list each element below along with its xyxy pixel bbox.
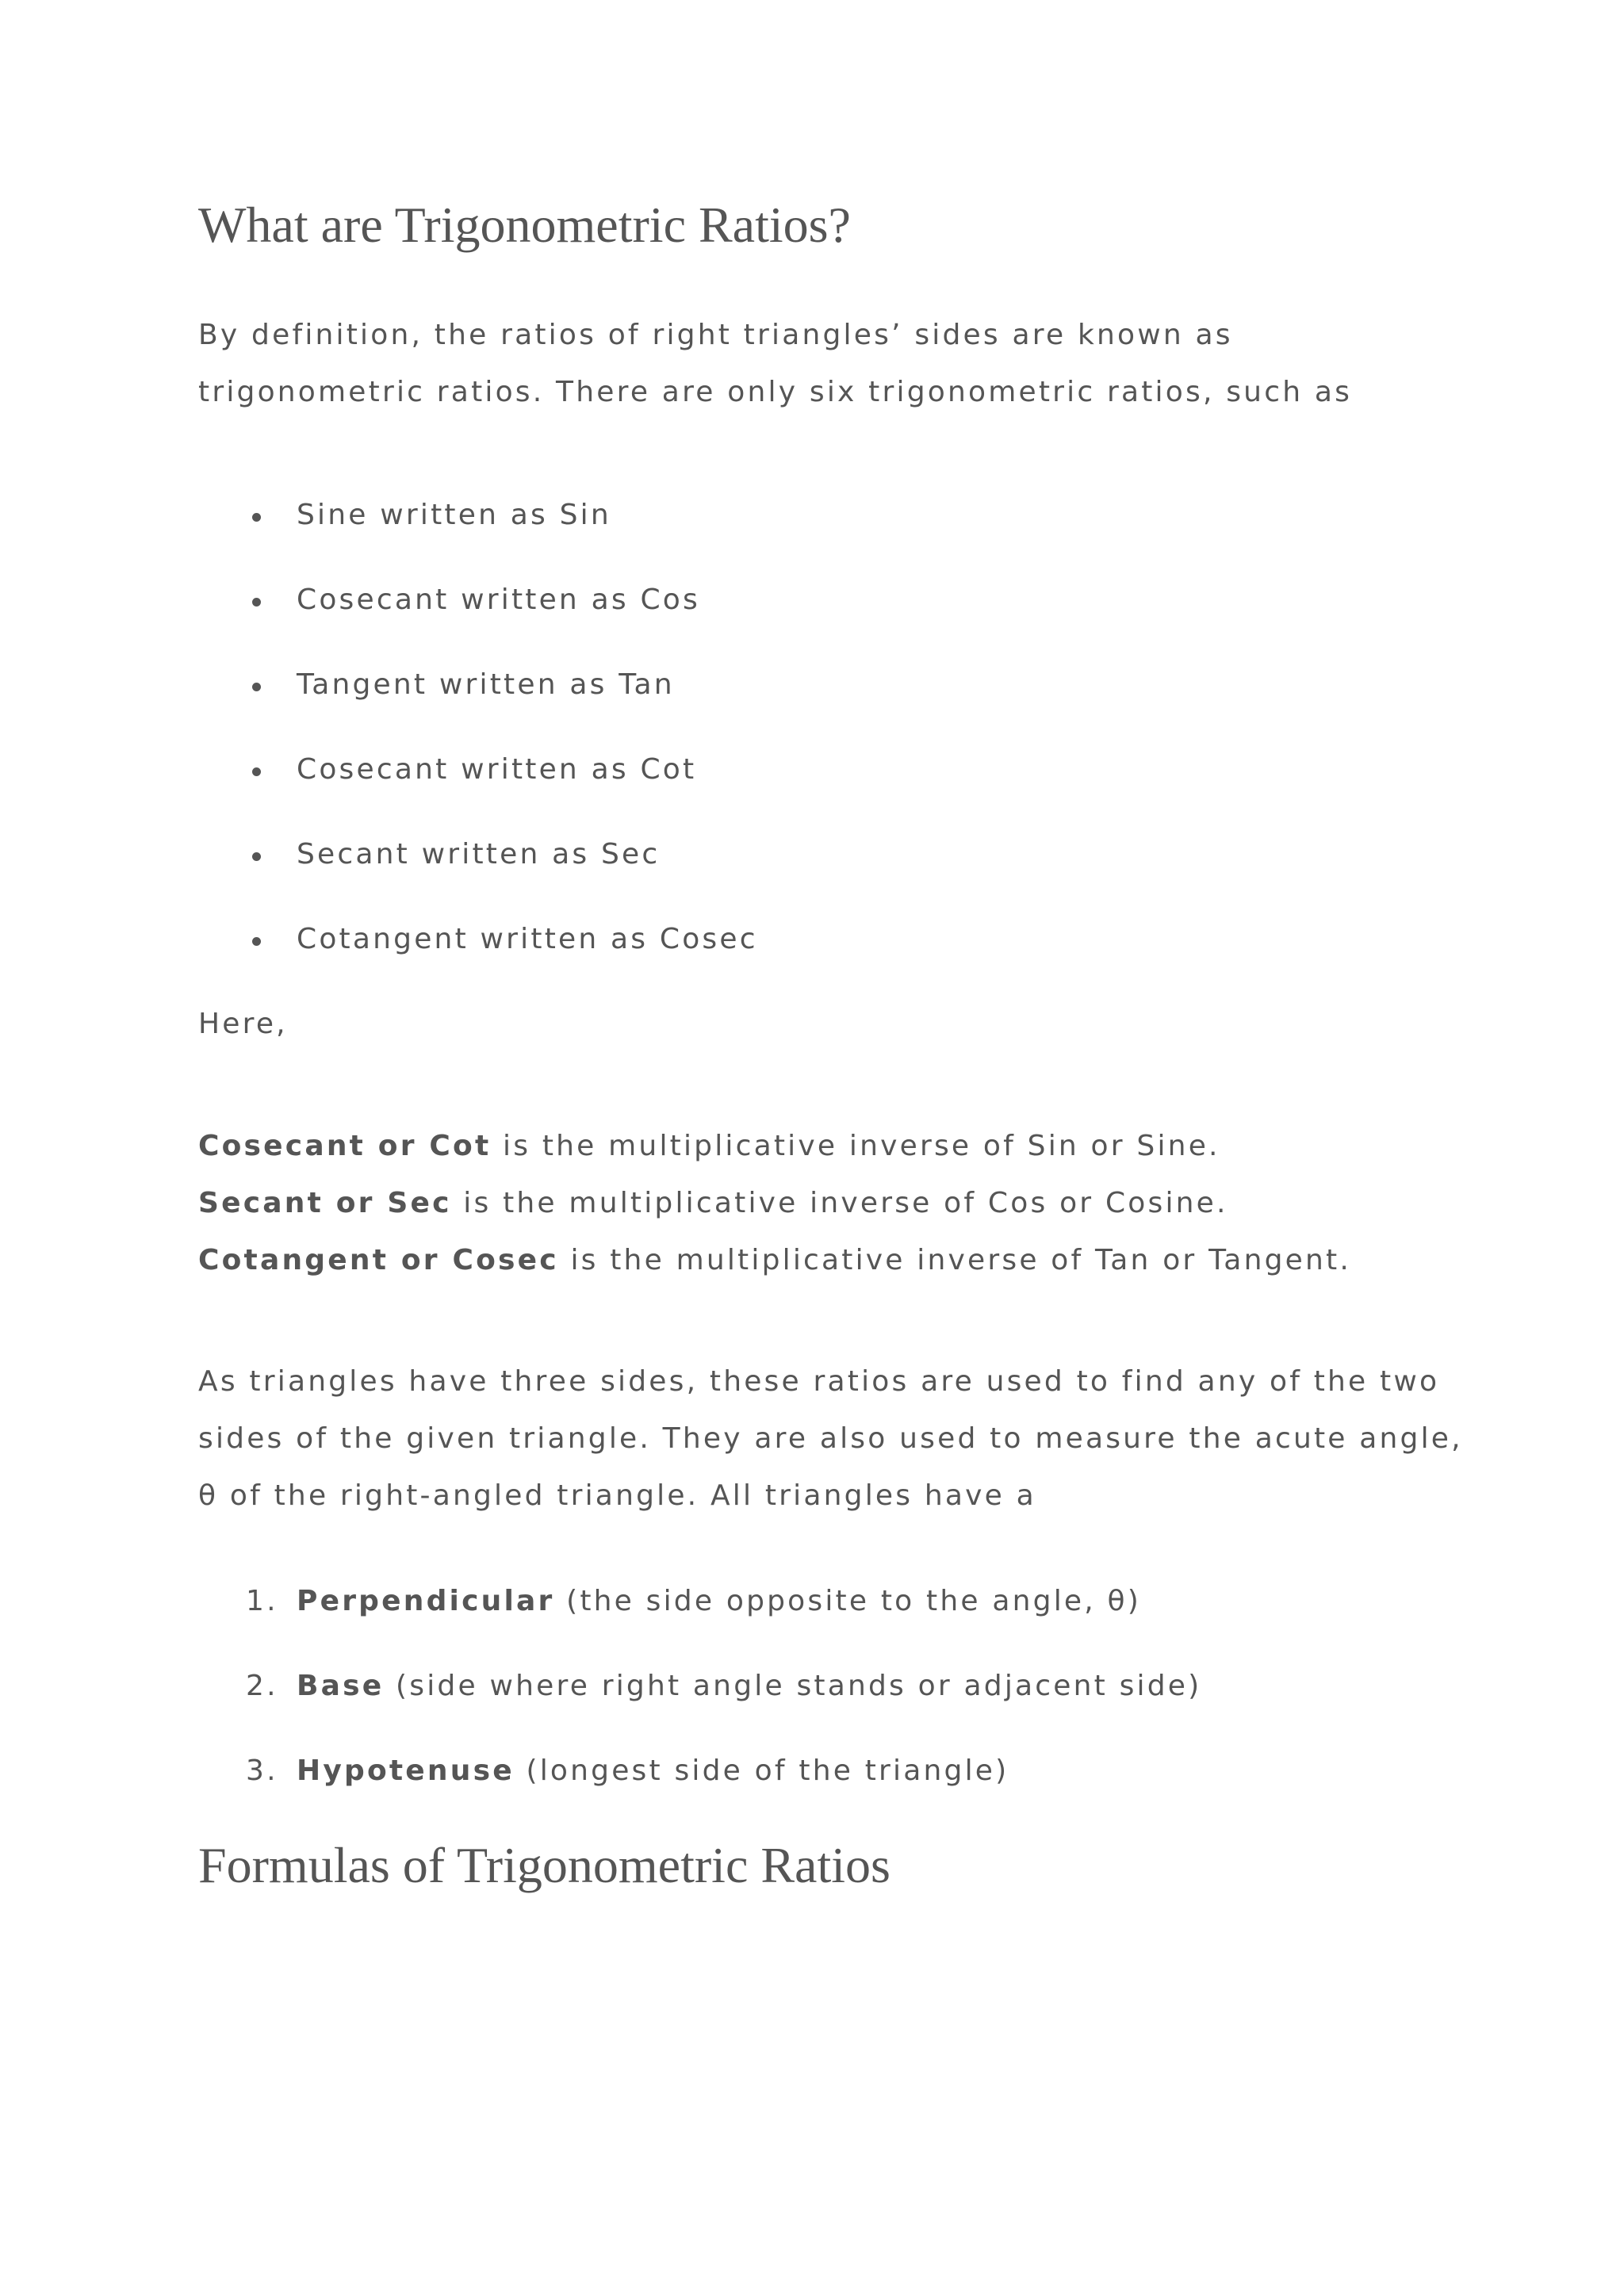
term-definition: is the multiplicative inverse of Cos or Cosine. xyxy=(451,1187,1228,1219)
list-number: 1. xyxy=(246,1585,278,1617)
bullet-icon xyxy=(252,683,261,691)
list-number: 3. xyxy=(246,1755,278,1787)
list-item-text xyxy=(297,1667,1201,1706)
list-item-text xyxy=(297,1751,1009,1791)
section-heading-formulas: Formulas of Trigonometric Ratios xyxy=(198,1837,891,1893)
list-item-text: Sine written as Sin xyxy=(297,499,611,531)
intro-line-1: By definition, the ratios of right triangles’ sides are known as xyxy=(198,319,1233,351)
list-item-text: Secant written as Sec xyxy=(297,838,661,871)
bullet-icon xyxy=(252,598,261,607)
triangle-para-line-1: As triangles have three sides, these ratios are used to find any of the two xyxy=(198,1365,1440,1398)
term-definition: (the side opposite to the angle, θ) xyxy=(554,1585,1142,1617)
list-item-text: Cotangent written as Cosec xyxy=(297,923,758,955)
inverse-line xyxy=(198,1175,1228,1232)
term-bold: Base xyxy=(297,1670,385,1702)
section-heading-trig-ratios: What are Trigonometric Ratios? xyxy=(198,197,851,253)
term-definition: (side where right angle stands or adjacent side) xyxy=(384,1670,1202,1702)
term-definition: is the multiplicative inverse of Tan or Tangent. xyxy=(558,1244,1351,1276)
term-definition: (longest side of the triangle) xyxy=(514,1755,1009,1787)
list-item-text: Cosecant written as Cot xyxy=(297,753,697,786)
triangle-para-line-2: sides of the given triangle. They are also used to measure the acute angle, xyxy=(198,1422,1463,1455)
here-label: Here, xyxy=(198,1008,288,1040)
term-bold: Cosecant or Cot xyxy=(198,1130,492,1162)
inverse-line xyxy=(198,1118,1220,1175)
triangle-para-line-3: θ of the right-angled triangle. All triangles have a xyxy=(198,1479,1036,1512)
list-item-text xyxy=(297,1582,1141,1621)
bullet-icon xyxy=(252,767,261,776)
term-bold: Hypotenuse xyxy=(297,1755,515,1787)
term-bold: Secant or Sec xyxy=(198,1187,452,1219)
list-number: 2. xyxy=(246,1670,278,1702)
bullet-icon xyxy=(252,513,261,522)
bullet-icon xyxy=(252,852,261,861)
term-definition: is the multiplicative inverse of Sin or Sine. xyxy=(491,1130,1220,1162)
list-item-text: Tangent written as Tan xyxy=(297,668,675,701)
term-bold: Perpendicular xyxy=(297,1585,555,1617)
list-item-text: Cosecant written as Cos xyxy=(297,584,700,616)
intro-line-2: trigonometric ratios. There are only six trigonometric ratios, such as xyxy=(198,376,1353,408)
term-bold: Cotangent or Cosec xyxy=(198,1244,559,1276)
bullet-icon xyxy=(252,937,261,946)
inverse-line xyxy=(198,1232,1351,1289)
